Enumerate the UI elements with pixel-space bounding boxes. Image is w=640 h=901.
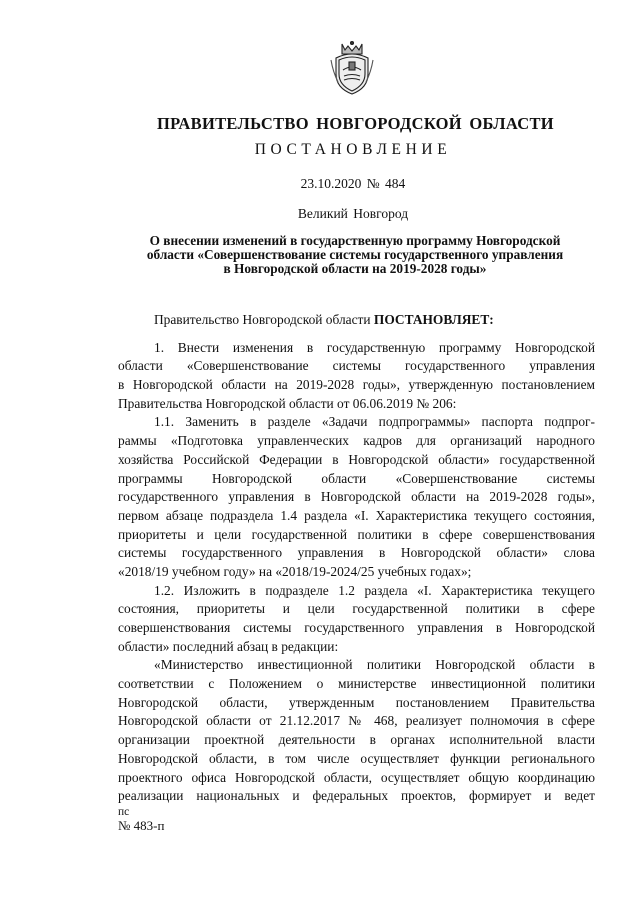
document-footer (118, 806, 164, 832)
decree-type: ПОСТАНОВЛЕНИЕ (254, 141, 452, 158)
body-line: «2018/19 учебном году» на «2018/19-2024/25 учебных годах»; (118, 563, 472, 579)
body-line: соответствии с Положением о министерстве инвестиционной политики (118, 676, 595, 692)
government-title: ПРАВИТЕЛЬСТВО НОВГОРОДСКОЙ ОБЛАСТИ (157, 114, 554, 133)
subject-line: в Новгородской области на 2019-2028 годы» (223, 261, 487, 276)
body-line: «Министерство инвестиционной политики Новгородской области в (154, 657, 595, 673)
subject-line: О внесении изменений в государственную программу Новгородской (149, 233, 561, 248)
footer-initials: пс (118, 806, 130, 818)
body-line: области «Совершенствование системы государственного управления (118, 358, 595, 374)
body-line: программы Новгородской области «Совершенствование системы (118, 470, 595, 486)
body-line: хозяйства Российской Федерации в Новгородской области» государственной (118, 451, 595, 467)
body-line: первом абзаце подраздела 1.4 раздела «I. Характеристика текущего состояния, (118, 507, 595, 523)
intro-paragraph (118, 311, 595, 330)
intro-text: Правительство Новгородской области (154, 312, 374, 327)
intro-verb: ПОСТАНОВЛЯЕТ: (373, 312, 494, 327)
decree-date-number: 23.10.2020 № 484 (300, 176, 406, 191)
body-line: состояния, приоритеты и цели государственной политики в сфере (118, 601, 595, 617)
body-line: Новгородской области от 21.12.2017 № 468, реализует полномочия в сфере (118, 713, 595, 729)
body-line: системы государственного управления в Новгородской области» слова (118, 545, 595, 561)
body-line: в Новгородской области на 2019-2028 годы», утвержденную постановлением (118, 377, 595, 393)
body-line: реализации национальных и федеральных проектов, формирует и ведет (118, 788, 595, 804)
body-line: организации проектной деятельности в органах исполнительной власти (118, 732, 595, 748)
body-line: Новгородской области, утвержденным постановлением Правительства (118, 694, 595, 710)
subject-line: области «Совершенствование системы государственного управления (146, 247, 564, 262)
body-line: Новгородской области, в том числе осуществляет функции регионального (118, 750, 595, 766)
body-line: 1. Внести изменения в государственную программу Новгородской (154, 339, 595, 355)
body-line: государственного управления в Новгородской области на 2019-2028 годы», (118, 489, 595, 505)
body-line: области» последний абзац в редакции: (118, 638, 339, 654)
body-line: приоритеты и цели государственной политики в сфере совершенствования (118, 526, 595, 542)
footer-doc-number: № 483-п (118, 818, 165, 833)
novgorod-coat-of-arms-icon (328, 40, 376, 96)
body-line: проектного офиса Новгородской области, осуществляет общую координацию (118, 769, 595, 785)
body-line: раммы «Подготовка управленческих кадров для организаций народного (118, 433, 595, 449)
decree-body (118, 311, 595, 806)
body-line: 1.1. Заменить в разделе «Задачи подпрограммы» паспорта подпрог- (154, 414, 595, 430)
body-line: Правительства Новгородской области от 06.06.2019 № 206: (118, 395, 457, 411)
city-name: Великий Новгород (297, 206, 409, 221)
decree-subject (118, 234, 592, 276)
body-line: 1.2. Изложить в подразделе 1.2 раздела «I. Характеристика текущего (154, 582, 595, 598)
body-line: совершенствования системы государственного управления в Новгородской (118, 620, 595, 635)
